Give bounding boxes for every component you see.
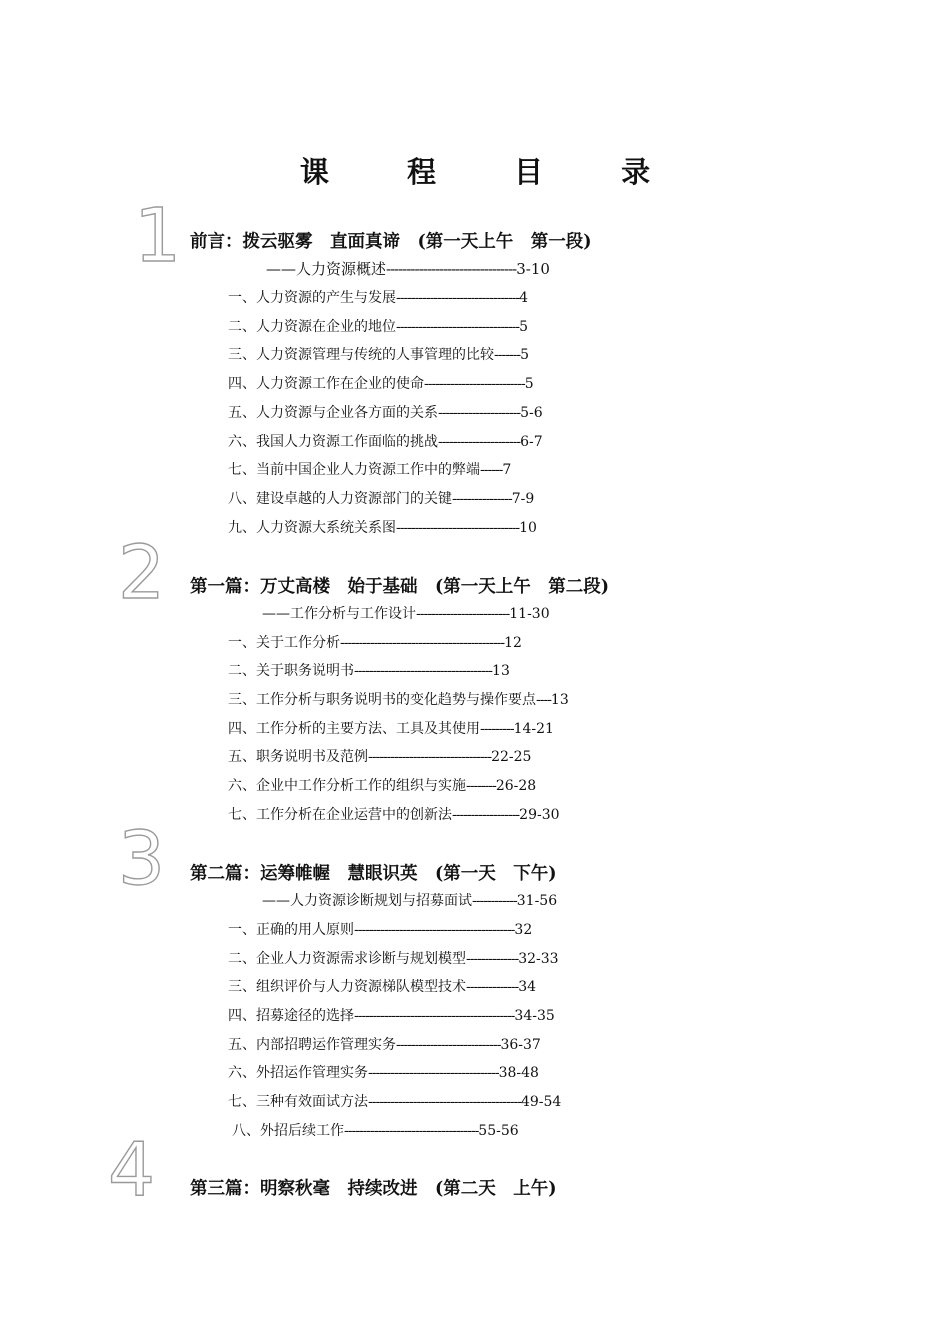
item-label: 二、企业人力资源需求诊断与规划模型 (228, 951, 466, 967)
toc-item (228, 662, 510, 680)
leader-dots: --------------------------------- (396, 319, 520, 335)
leader-dots: ------------ (472, 893, 517, 909)
leader-dots: --------------------------- (424, 376, 525, 392)
toc-item (228, 1007, 555, 1025)
section-title: 第二篇：运筹帷幄 慧眼识英 (第一天 下午) (190, 864, 557, 884)
leader-dots: ----------------------------------- (368, 1065, 499, 1081)
page-range: 32 (514, 922, 533, 938)
toc-item (228, 318, 528, 336)
section-subtitle (266, 260, 550, 278)
leader-dots: ----------------------------------------- (368, 1094, 521, 1110)
page-range: 36-37 (500, 1037, 541, 1053)
subtitle-label: ——人力资源诊断规划与招募面试 (262, 893, 472, 909)
page-range: 26-28 (495, 778, 537, 794)
leader-dots: ------------------------------------ (344, 1123, 479, 1139)
item-label: 五、职务说明书及范例 (228, 749, 368, 765)
leader-dots: ---------------------------- (396, 1037, 501, 1053)
item-label: 三、人力资源管理与传统的人事管理的比较 (228, 347, 494, 363)
item-label: 六、外招运作管理实务 (228, 1065, 368, 1081)
section-subtitle (262, 892, 557, 910)
item-label: 四、招募途径的选择 (228, 1008, 354, 1024)
leader-dots: ---------------------- (438, 434, 521, 450)
page-range: 49-54 (520, 1094, 562, 1110)
page-range: 14-21 (513, 721, 554, 737)
page-range: 5 (520, 347, 530, 363)
toc-item (228, 634, 522, 652)
section-numeral: 2 (118, 530, 166, 616)
item-label: 二、关于职务说明书 (228, 663, 354, 679)
page-range: 29-30 (519, 807, 560, 823)
item-label: 三、工作分析与职务说明书的变化趋势与操作要点 (228, 692, 536, 708)
page-range: 12 (504, 635, 522, 651)
page-range: 11-30 (509, 606, 550, 622)
toc-item (228, 748, 531, 766)
toc-item (228, 1064, 539, 1082)
page-range: 7-9 (511, 491, 535, 507)
item-label: 六、企业中工作分析工作的组织与实施 (228, 778, 466, 794)
toc-item (228, 490, 534, 508)
section-subtitle (262, 605, 550, 623)
leader-dots: --------- (480, 721, 514, 737)
leader-dots: ---------------- (452, 491, 512, 507)
page-range: 10 (519, 520, 537, 536)
page-range: 34-35 (514, 1008, 555, 1024)
leader-dots: -------------------------------------------- (340, 635, 505, 651)
item-label: 五、人力资源与企业各方面的关系 (228, 405, 438, 421)
toc-item (228, 950, 559, 968)
leader-dots: ---- (536, 692, 551, 708)
page-range: 3-10 (516, 260, 550, 278)
page-range: 55-56 (478, 1123, 519, 1139)
toc-item (228, 289, 528, 307)
subtitle-label: ——工作分析与工作设计 (262, 606, 416, 622)
toc-item (228, 806, 560, 824)
page-range: 5 (519, 319, 529, 335)
toc-item (228, 691, 569, 709)
item-label: 七、当前中国企业人力资源工作中的弊端 (228, 462, 480, 478)
page-range: 5-6 (520, 405, 543, 421)
item-label: 七、三种有效面试方法 (228, 1094, 368, 1110)
toc-item (228, 375, 534, 393)
toc-item (228, 1093, 561, 1111)
leader-dots: -------------------------------- (386, 260, 517, 278)
item-label: 三、组织评价与人力资源梯队模型技术 (228, 979, 466, 995)
item-label: 九、人力资源大系统关系图 (228, 520, 396, 536)
toc-item (228, 720, 554, 738)
leader-dots: ------------------------------------- (354, 663, 493, 679)
page-range: 7 (502, 462, 512, 478)
leader-dots: ------ (480, 462, 503, 478)
leader-dots: ------------------------- (416, 606, 510, 622)
item-label: 四、工作分析的主要方法、工具及其使用 (228, 721, 480, 737)
item-label: 一、正确的用人原则 (228, 922, 354, 938)
page-range: 31-56 (516, 893, 558, 909)
page-range: 34 (518, 979, 537, 995)
toc-item (228, 921, 532, 939)
item-label: 二、人力资源在企业的地位 (228, 319, 396, 335)
page-range: 5 (524, 376, 534, 392)
item-label: 六、我国人力资源工作面临的挑战 (228, 434, 438, 450)
leader-dots: ------------------------------------------- (354, 922, 515, 938)
page-range: 6-7 (520, 434, 543, 450)
toc-item (228, 433, 543, 451)
page-range: 38-48 (498, 1065, 539, 1081)
toc-item (232, 1122, 519, 1140)
section-numeral: 1 (134, 193, 182, 279)
page-range: 13 (492, 663, 510, 679)
toc-item (228, 978, 536, 996)
leader-dots: --------------------------------- (396, 290, 520, 306)
page-range: 13 (550, 692, 569, 708)
leader-dots: ------------------------------------------- (354, 1008, 515, 1024)
leader-dots: ---------------------- (438, 405, 521, 421)
leader-dots: --------------------------------- (368, 749, 492, 765)
section-title: 第一篇：万丈高楼 始于基础 (第一天上午 第二段) (190, 577, 610, 597)
page-range: 22-25 (491, 749, 532, 765)
item-label: 七、工作分析在企业运营中的创新法 (228, 807, 452, 823)
section-title: 前言：拨云驱雾 直面真谛 (第一天上午 第一段) (190, 232, 592, 252)
item-label: 一、人力资源的产生与发展 (228, 290, 396, 306)
leader-dots: -------------- (466, 979, 519, 995)
item-label: 五、内部招聘运作管理实务 (228, 1037, 396, 1053)
toc-item (228, 519, 537, 537)
item-label: 四、人力资源工作在企业的使命 (228, 376, 424, 392)
page-range: 4 (519, 290, 529, 306)
toc-item (228, 404, 543, 422)
leader-dots: -------- (466, 778, 496, 794)
subtitle-label: ——人力资源概述 (266, 260, 387, 278)
item-label: 一、关于工作分析 (228, 635, 340, 651)
leader-dots: --------------------------------- (396, 520, 520, 536)
page-title: 课 程 目 录 (299, 155, 685, 189)
leader-dots: ------------------ (452, 807, 520, 823)
section-numeral: 4 (108, 1127, 156, 1213)
toc-item (228, 1036, 541, 1054)
section-numeral: 3 (118, 816, 166, 902)
item-label: 八、外招后续工作 (232, 1123, 344, 1139)
page-range: 32-33 (518, 951, 559, 967)
toc-item (228, 461, 511, 479)
leader-dots: ------- (494, 347, 521, 363)
leader-dots: -------------- (466, 951, 519, 967)
item-label: 八、建设卓越的人力资源部门的关键 (228, 491, 452, 507)
section-title: 第三篇：明察秋毫 持续改进 (第二天 上午) (190, 1179, 557, 1199)
toc-item (228, 346, 529, 364)
toc-item (228, 777, 536, 795)
